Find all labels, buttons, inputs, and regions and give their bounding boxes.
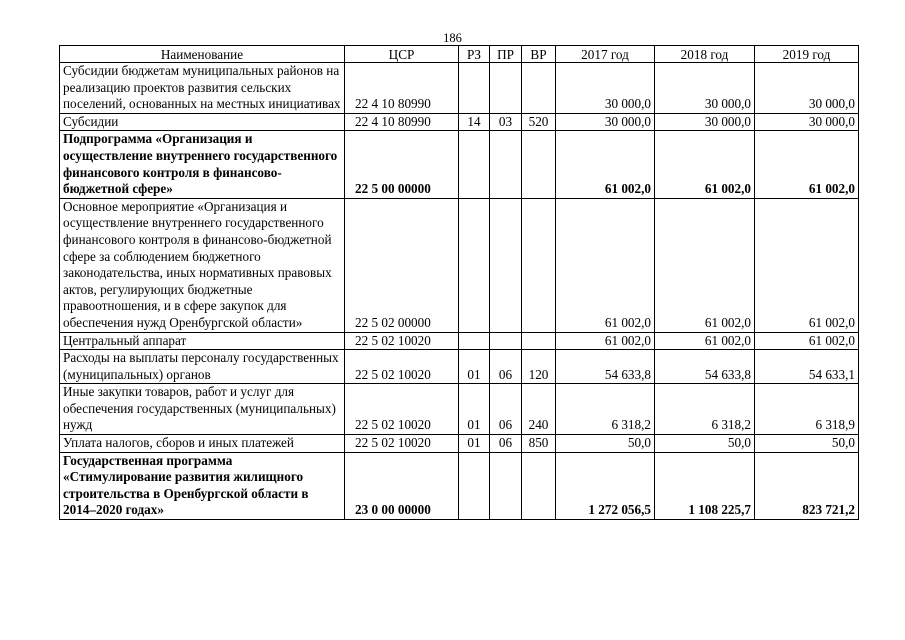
row-2017: 61 002,0: [556, 198, 655, 332]
row-pr: [490, 452, 522, 519]
row-name: Государственная программа «Стимулирование развития жилищного строительства в Оренбургской области в 2014–2020 годах»: [60, 452, 345, 519]
row-2019: 30 000,0: [755, 63, 859, 114]
row-2018: 61 002,0: [655, 198, 755, 332]
row-name: Субсидии бюджетам муниципальных районов на реализацию проектов развития сельских поселений, основанных на местных инициативах: [60, 63, 345, 114]
table-row: [60, 452, 859, 519]
row-rz: 01: [459, 435, 490, 453]
row-2018: 50,0: [655, 435, 755, 453]
row-2018: 6 318,2: [655, 384, 755, 435]
row-csr: 22 5 02 10020: [345, 384, 459, 435]
page-number: 186: [443, 31, 462, 45]
row-vr: 120: [522, 350, 556, 384]
row-2019: 61 002,0: [755, 131, 859, 198]
table-row: [60, 332, 859, 350]
row-pr: 03: [490, 113, 522, 131]
row-name: Субсидии: [60, 113, 345, 131]
row-2017: 61 002,0: [556, 131, 655, 198]
row-rz: [459, 198, 490, 332]
table-row: [60, 384, 859, 435]
row-vr: [522, 131, 556, 198]
row-vr: [522, 332, 556, 350]
row-pr: [490, 332, 522, 350]
header-name: Наименование: [60, 46, 345, 63]
table-row: [60, 131, 859, 198]
row-name: Подпрограмма «Организация и осуществление внутреннего государственного финансового контроля в финансово-бюджетной сфере»: [60, 131, 345, 198]
row-2018: 54 633,8: [655, 350, 755, 384]
row-rz: [459, 131, 490, 198]
row-rz: 14: [459, 113, 490, 131]
table-row: [60, 435, 859, 453]
row-csr: 22 5 02 10020: [345, 350, 459, 384]
row-name: Уплата налогов, сборов и иных платежей: [60, 435, 345, 453]
header-rz: РЗ: [459, 46, 490, 63]
row-csr: 22 4 10 80990: [345, 113, 459, 131]
row-pr: [490, 198, 522, 332]
row-csr: 22 5 02 00000: [345, 198, 459, 332]
row-2017: 6 318,2: [556, 384, 655, 435]
row-2018: 61 002,0: [655, 332, 755, 350]
table-row: [60, 198, 859, 332]
row-vr: 520: [522, 113, 556, 131]
row-vr: [522, 198, 556, 332]
header-2017: 2017 год: [556, 46, 655, 63]
header-pr: ПР: [490, 46, 522, 63]
row-rz: 01: [459, 384, 490, 435]
table-row: [60, 350, 859, 384]
row-pr: [490, 131, 522, 198]
row-2019: 30 000,0: [755, 113, 859, 131]
header-2018: 2018 год: [655, 46, 755, 63]
header-csr: ЦСР: [345, 46, 459, 63]
row-2017: 30 000,0: [556, 63, 655, 114]
row-name: Иные закупки товаров, работ и услуг для обеспечения государственных (муниципальных) нужд: [60, 384, 345, 435]
budget-table: [59, 45, 859, 520]
row-rz: [459, 63, 490, 114]
row-2017: 61 002,0: [556, 332, 655, 350]
row-2019: 823 721,2: [755, 452, 859, 519]
row-csr: 22 5 00 00000: [345, 131, 459, 198]
row-name: Основное мероприятие «Организация и осуществление внутреннего государственного финансового контроля в финансово-бюджетной сфере за соблюдением бюджетного законодательства, иных нормативных правовых актов, регулирующих бюджетные правоотношения, и в сфере закупок для обеспечения нужд Оренбургской области»: [60, 198, 345, 332]
row-pr: 06: [490, 350, 522, 384]
row-2017: 30 000,0: [556, 113, 655, 131]
row-2018: 61 002,0: [655, 131, 755, 198]
row-pr: [490, 63, 522, 114]
row-csr: 22 5 02 10020: [345, 332, 459, 350]
row-vr: 240: [522, 384, 556, 435]
row-pr: 06: [490, 435, 522, 453]
row-vr: [522, 452, 556, 519]
row-vr: 850: [522, 435, 556, 453]
row-csr: 23 0 00 00000: [345, 452, 459, 519]
row-pr: 06: [490, 384, 522, 435]
row-2019: 6 318,9: [755, 384, 859, 435]
row-2018: 30 000,0: [655, 113, 755, 131]
row-rz: [459, 332, 490, 350]
row-name: Расходы на выплаты персоналу государственных (муниципальных) органов: [60, 350, 345, 384]
row-rz: 01: [459, 350, 490, 384]
row-2017: 50,0: [556, 435, 655, 453]
row-csr: 22 5 02 10020: [345, 435, 459, 453]
row-vr: [522, 63, 556, 114]
row-2019: 61 002,0: [755, 198, 859, 332]
row-csr: 22 4 10 80990: [345, 63, 459, 114]
header-vr: ВР: [522, 46, 556, 63]
table-row: [60, 63, 859, 114]
row-2019: 61 002,0: [755, 332, 859, 350]
header-row: [60, 46, 859, 63]
row-rz: [459, 452, 490, 519]
header-2019: 2019 год: [755, 46, 859, 63]
row-2017: 54 633,8: [556, 350, 655, 384]
row-2019: 54 633,1: [755, 350, 859, 384]
row-2018: 1 108 225,7: [655, 452, 755, 519]
row-name: Центральный аппарат: [60, 332, 345, 350]
row-2019: 50,0: [755, 435, 859, 453]
row-2017: 1 272 056,5: [556, 452, 655, 519]
table-row: [60, 113, 859, 131]
row-2018: 30 000,0: [655, 63, 755, 114]
